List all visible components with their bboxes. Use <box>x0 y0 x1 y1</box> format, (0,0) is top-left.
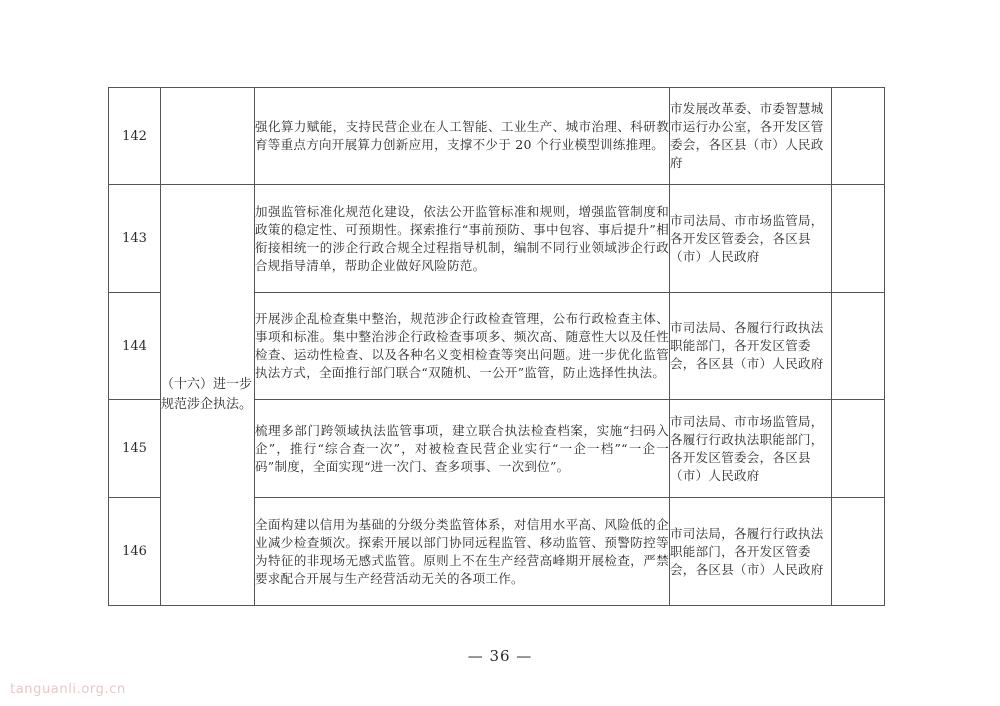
row-number: 142 <box>109 88 161 185</box>
task-text: 开展涉企乱检查集中整治，规范涉企行政检查管理，公布行政检查主体、事项和标准。集中整治涉企行政检查事项多、频次高、随意性大以及任性检查、运动性检查、以及各种名义变相检查等突出问题。进一步优化监管执法方式，全面推行部门联合“双随机、一公开”监管，防止选择性执法。 <box>255 293 670 400</box>
category-cell-empty <box>161 88 255 185</box>
note-cell <box>832 88 885 185</box>
row-number: 143 <box>109 185 161 293</box>
page-number: — 36 — <box>467 647 533 665</box>
measures-table <box>108 87 885 606</box>
table-row <box>109 88 885 185</box>
responsible-units: 市发展改革委、市委智慧城市运行办公室，各开发区管委会，各区县（市）人民政府 <box>670 88 832 185</box>
task-text: 全面构建以信用为基础的分级分类监管体系，对信用水平高、风险低的企业减少检查频次。探索开展以部门协同远程监管、移动监管、预警防控等为特征的非现场无感式监管。原则上不在生产经营高峰期开展检查，严禁要求配合开展与生产经营活动无关的各项工作。 <box>255 498 670 606</box>
watermark-text: tanguanli.org.cn <box>10 682 126 697</box>
table-row <box>109 185 885 293</box>
note-cell <box>832 498 885 606</box>
responsible-units: 市司法局、市市场监管局，各开发区管委会，各区县（市）人民政府 <box>670 185 832 293</box>
responsible-units: 市司法局、各履行行政执法职能部门，各开发区管委会，各区县（市）人民政府 <box>670 293 832 400</box>
task-text: 梳理多部门跨领域执法监管事项，建立联合执法检查档案，实施“扫码入企”，推行“综合查一次”，对被检查民营企业实行“一企一档”“一企一码”制度，全面实现“进一次门、查多项事、一次到位”。 <box>255 400 670 498</box>
responsible-units: 市司法局，各履行行政执法职能部门，各开发区管委会，各区县（市）人民政府 <box>670 498 832 606</box>
note-cell <box>832 185 885 293</box>
note-cell <box>832 293 885 400</box>
note-cell <box>832 400 885 498</box>
task-text: 强化算力赋能，支持民营企业在人工智能、工业生产、城市治理、科研教育等重点方向开展算力创新应用，支撑不少于 20 个行业模型训练推理。 <box>255 88 670 185</box>
task-text: 加强监管标准化规范化建设，依法公开监管标准和规则，增强监管制度和政策的稳定性、可预期性。探索推行“事前预防、事中包容、事后提升”相衔接相统一的涉企行政合规全过程指导机制，编制不同行业领域涉企行政合规指导清单，帮助企业做好风险防范。 <box>255 185 670 293</box>
row-number: 146 <box>109 498 161 606</box>
row-number: 144 <box>109 293 161 400</box>
category-cell: （十六）进一步规范涉企执法。 <box>161 185 255 606</box>
row-number: 145 <box>109 400 161 498</box>
responsible-units: 市司法局、市市场监管局，各履行行政执法职能部门，各开发区管委会，各区县（市）人民政府 <box>670 400 832 498</box>
